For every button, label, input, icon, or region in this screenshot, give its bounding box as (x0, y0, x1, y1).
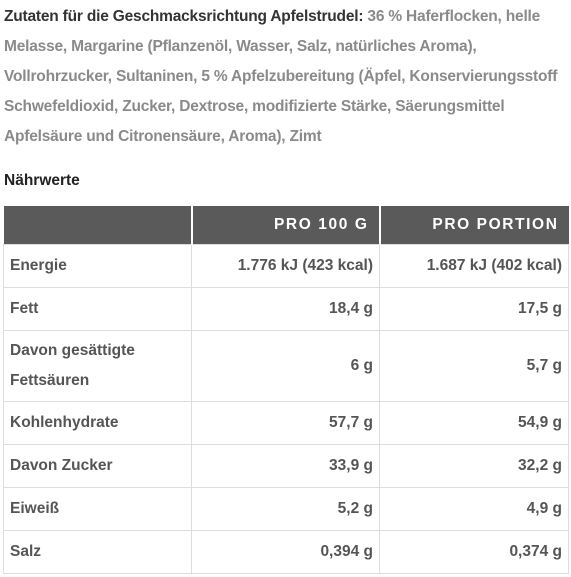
row-value-per-100g: 18,4 g (192, 288, 380, 331)
row-value-per-portion: 17,5 g (380, 288, 569, 331)
row-value-per-portion: 54,9 g (380, 402, 569, 445)
table-row (4, 488, 569, 531)
row-label: Energie (4, 245, 192, 288)
row-label: Salz (4, 531, 192, 574)
row-value-per-100g: 6 g (192, 331, 380, 402)
header-empty (4, 206, 192, 245)
row-value-per-portion: 4,9 g (380, 488, 569, 531)
row-label: Fett (4, 288, 192, 331)
row-value-per-100g: 5,2 g (192, 488, 380, 531)
table-row (4, 245, 569, 288)
table-row (4, 445, 569, 488)
row-value-per-100g: 57,7 g (192, 402, 380, 445)
row-label: Davon gesättigte Fettsäuren (4, 331, 192, 402)
row-value-per-100g: 1.776 kJ (423 kcal) (192, 245, 380, 288)
table-header-row (4, 206, 569, 245)
ingredients-lead: Zutaten für die Geschmacksrichtung Apfelstrudel: (4, 8, 364, 25)
row-label: Davon Zucker (4, 445, 192, 488)
header-per-portion: PRO PORTION (380, 206, 569, 245)
row-value-per-portion: 0,374 g (380, 531, 569, 574)
table-row (4, 288, 569, 331)
nutrition-title: Nährwerte (4, 172, 80, 189)
table-row (4, 402, 569, 445)
ingredients-text (4, 2, 564, 152)
row-value-per-portion: 32,2 g (380, 445, 569, 488)
row-label: Kohlenhydrate (4, 402, 192, 445)
row-value-per-100g: 0,394 g (192, 531, 380, 574)
row-value-per-portion: 1.687 kJ (402 kcal) (380, 245, 569, 288)
nutrition-table (3, 206, 569, 574)
row-label: Eiweiß (4, 488, 192, 531)
header-per-100g: PRO 100 G (192, 206, 380, 245)
table-row (4, 331, 569, 402)
table-row (4, 531, 569, 574)
row-value-per-100g: 33,9 g (192, 445, 380, 488)
ingredients-list: 36 % Haferflocken, helle Melasse, Margarine (Pflanzenöl, Wasser, Salz, natürliches Aroma), Vollrohrzucker, Sultaninen, 5 % Apfelzubereitung (Äpfel, Konservierungsstoff Schwefeldioxid, Zucker, Dextrose, modifizierte Stärke, Säerungsmittel Apfelsäure und Citronensäure, Aroma), Zimt (4, 8, 558, 145)
row-value-per-portion: 5,7 g (380, 331, 569, 402)
